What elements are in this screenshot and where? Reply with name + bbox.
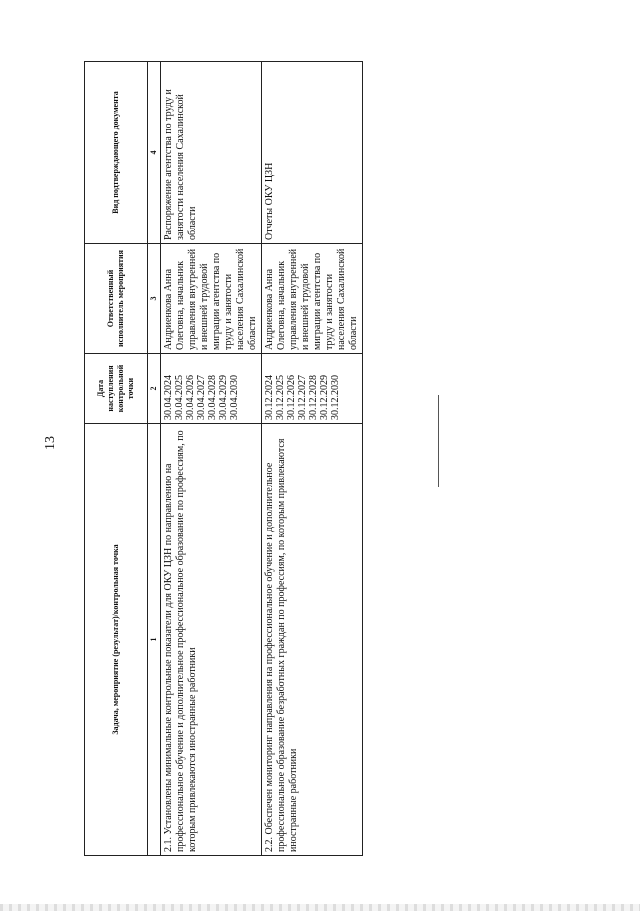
header-document: Вид подтверждающего документа: [85, 62, 148, 244]
date-value: 30.12.2026: [286, 375, 297, 420]
scan-bottom-edge: [0, 904, 640, 911]
date-value: 30.12.2027: [297, 375, 308, 420]
date-value: 30.04.2030: [229, 375, 240, 420]
rotated-page-content: [84, 62, 383, 856]
date-value: 30.04.2029: [218, 375, 229, 420]
column-number: 2: [148, 354, 161, 424]
date-value: 30.12.2029: [319, 375, 330, 420]
signature-line: [438, 395, 439, 487]
table-row: [161, 62, 262, 856]
dates-cell: [161, 354, 262, 424]
date-value: 30.12.2024: [264, 375, 275, 420]
date-value: 30.04.2025: [174, 375, 185, 420]
column-number-row: [148, 62, 161, 856]
header-date: Дата наступления контрольной точки: [85, 354, 148, 424]
column-number: 1: [148, 424, 161, 856]
task-cell: 2.1. Установлены минимальные контрольные показатели для ОКУ ЦЗН по направлению на профессиональное обучение и дополнительное профессиональное образование по профессиям, по которым привлекаются иностранные работники: [161, 424, 262, 856]
document-cell: Распоряжение агентства по труду и занятости населения Сахалинской области: [161, 62, 262, 244]
column-number: 4: [148, 62, 161, 244]
task-cell: 2.2. Обеспечен мониторинг направления на профессиональное обучение и дополнительное профессиональное образование безработных граждан по профессиям, по которым привлекаются иностранные работники: [262, 424, 363, 856]
header-responsible: Ответственный исполнитель мероприятия: [85, 244, 148, 354]
control-points-table: [84, 61, 363, 856]
table-header-row: [85, 62, 148, 856]
dates-cell: [262, 354, 363, 424]
date-value: 30.04.2027: [196, 375, 207, 420]
date-value: 30.12.2025: [275, 375, 286, 420]
responsible-cell: Андриенкова Анна Олеговна, начальник управления внутренней и внешней трудовой миграции агентства по труду и занятости населения Сахалинской области: [161, 244, 262, 354]
column-number: 3: [148, 244, 161, 354]
date-value: 30.04.2026: [185, 375, 196, 420]
date-value: 30.04.2028: [207, 375, 218, 420]
header-task: Задача, мероприятие (результат)/контрольная точка: [85, 424, 148, 856]
document-cell: Отчеты ОКУ ЦЗН: [262, 62, 363, 244]
date-value: 30.12.2030: [330, 375, 341, 420]
date-value: 30.12.2028: [308, 375, 319, 420]
page-number: 13: [43, 436, 58, 450]
table-row: [262, 62, 363, 856]
responsible-cell: Андриенкова Анна Олеговна, начальник управления внутренней и внешней трудовой миграции агентства по труду и занятости населения Сахалинской области: [262, 244, 363, 354]
date-value: 30.04.2024: [163, 375, 174, 420]
